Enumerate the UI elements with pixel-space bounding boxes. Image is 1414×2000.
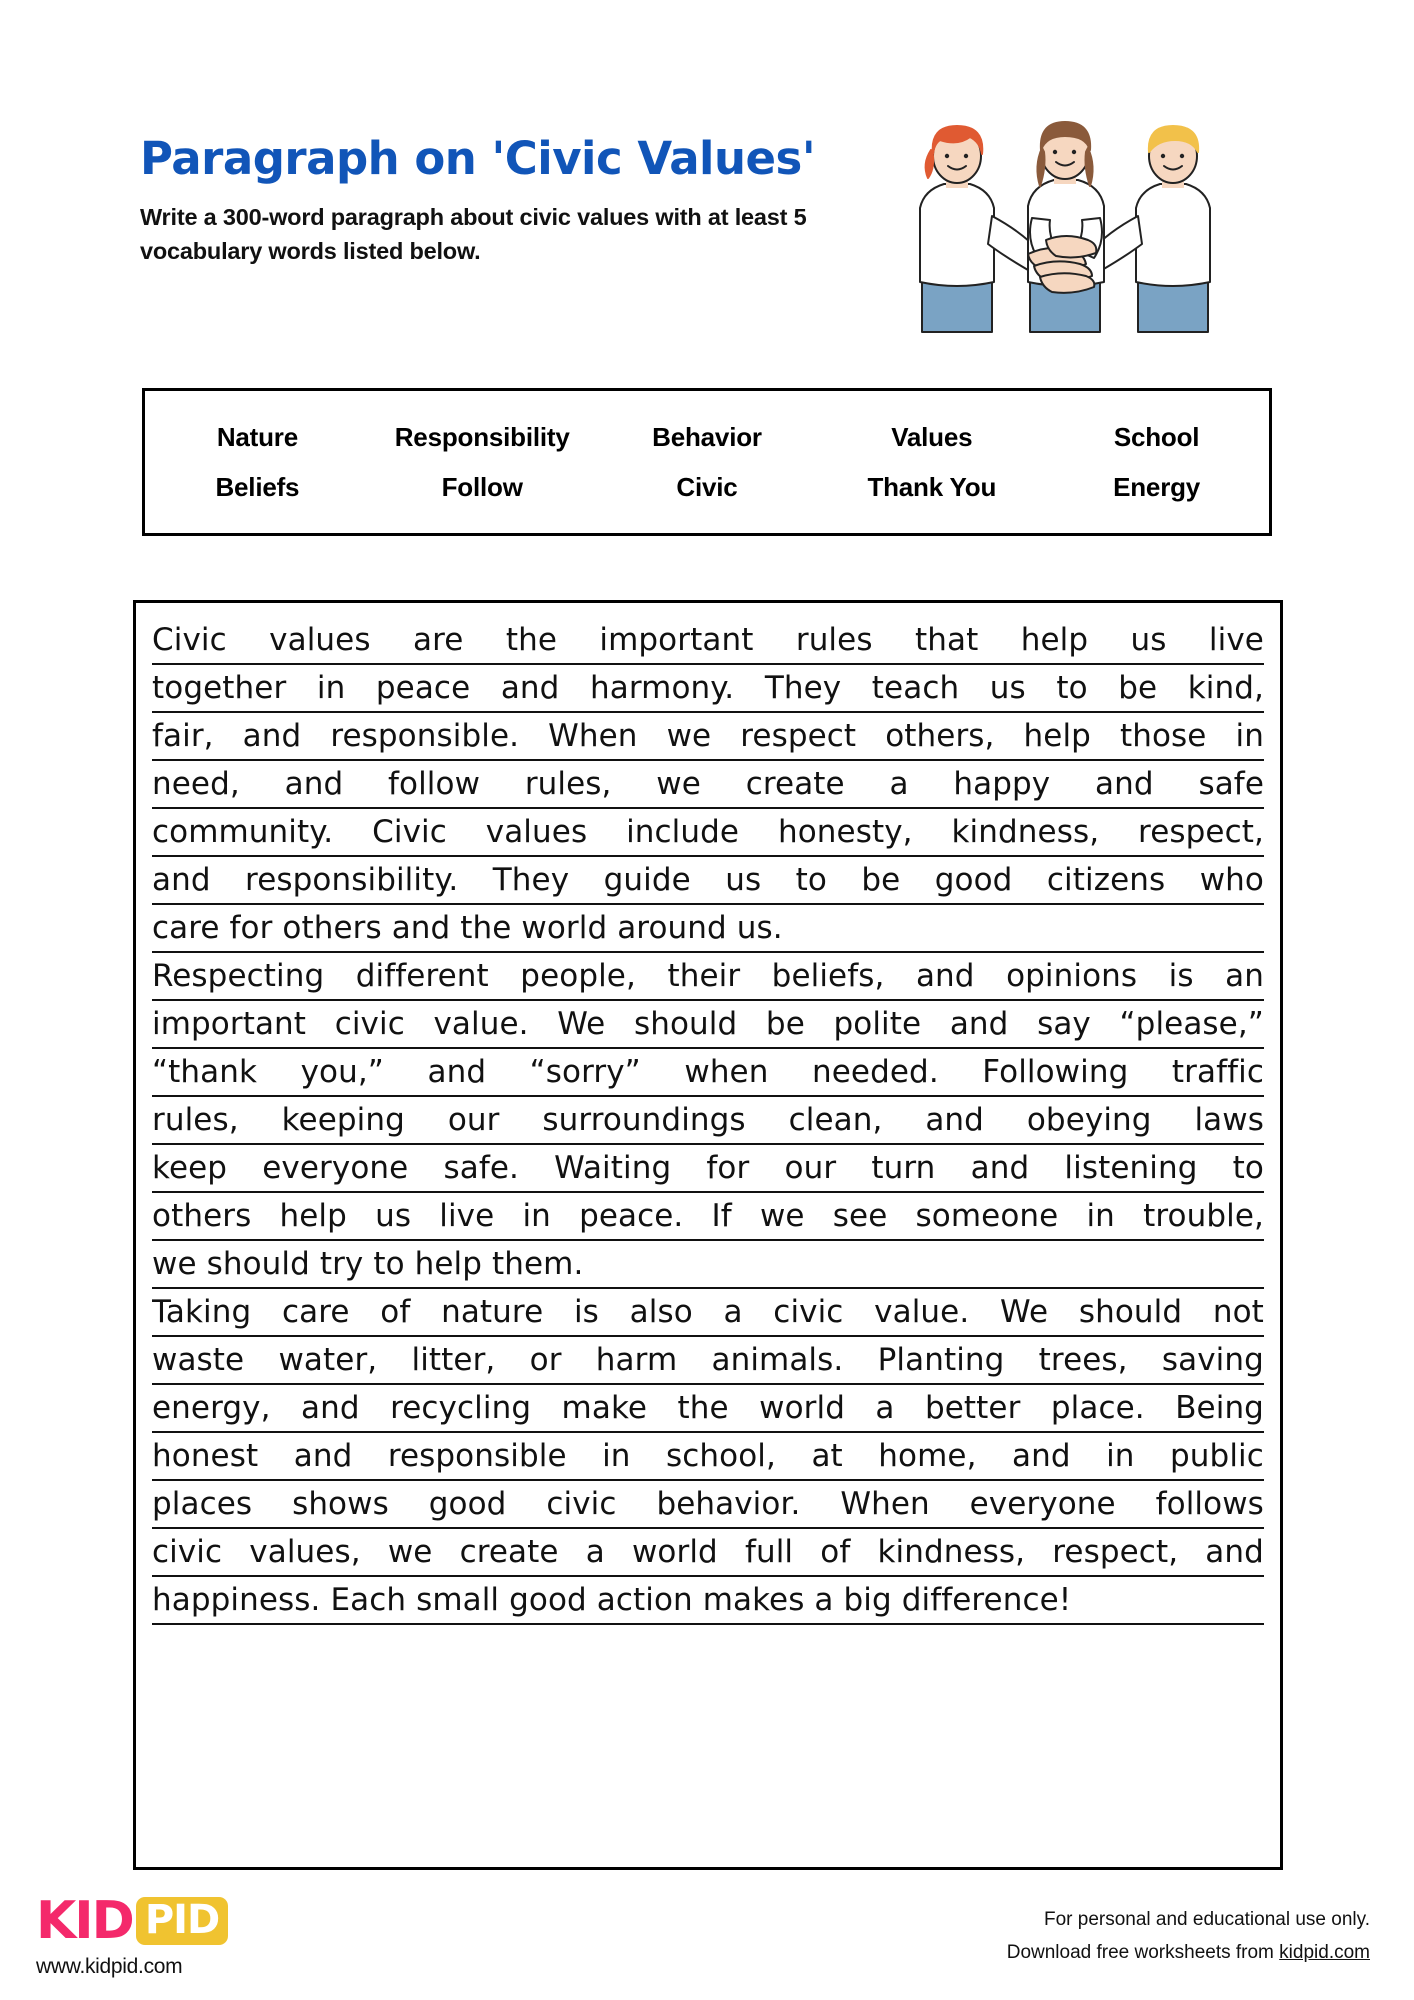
footer-credits bbox=[1007, 1903, 1370, 1970]
vocab-word: Behavior bbox=[652, 421, 762, 452]
answer-line: energy, and recycling make the world a better place. Being bbox=[152, 1385, 1264, 1433]
vocab-word: School bbox=[1113, 421, 1200, 452]
answer-line: others help us live in peace. If we see someone in trouble, bbox=[152, 1193, 1264, 1241]
answer-writing-area[interactable] bbox=[133, 600, 1283, 1870]
answer-line: keep everyone safe. Waiting for our turn and listening to bbox=[152, 1145, 1264, 1193]
answer-paragraph-2 bbox=[152, 953, 1264, 1289]
instructions-text: Write a 300-word paragraph about civic values with at least 5 vocabulary words listed below. bbox=[140, 204, 807, 265]
vocab-word: Civic bbox=[676, 471, 738, 502]
logo-pid-badge: PID bbox=[136, 1897, 228, 1945]
student-right bbox=[1090, 126, 1210, 332]
credit-line-download bbox=[1007, 1936, 1370, 1969]
vocab-word: Follow bbox=[441, 471, 523, 502]
answer-line: need, and follow rules, we create a happy and safe bbox=[152, 761, 1264, 809]
page-title: Paragraph on 'Civic Values' bbox=[140, 132, 816, 185]
vocab-row bbox=[145, 412, 1269, 462]
answer-line: important civic value. We should be polite and say “please,” bbox=[152, 1001, 1264, 1049]
answer-line: fair, and responsible. When we respect others, help those in bbox=[152, 713, 1264, 761]
student-middle bbox=[1028, 122, 1104, 332]
answer-line: honest and responsible in school, at home, and in public bbox=[152, 1433, 1264, 1481]
vocab-word: Beliefs bbox=[215, 471, 300, 502]
answer-line: places shows good civic behavior. When everyone follows bbox=[152, 1481, 1264, 1529]
vocab-word: Energy bbox=[1113, 471, 1201, 502]
logo-row bbox=[36, 1891, 228, 1951]
vocab-word: Nature bbox=[216, 421, 298, 452]
students-illustration bbox=[900, 120, 1230, 340]
answer-paragraph-3 bbox=[152, 1289, 1264, 1625]
kidpid-link[interactable]: kidpid.com bbox=[1279, 1942, 1370, 1964]
vocabulary-word-bank bbox=[142, 388, 1272, 536]
vocab-row bbox=[145, 462, 1269, 512]
logo-kid-text: KID bbox=[36, 1891, 133, 1951]
answer-line: happiness. Each small good action makes a big difference! bbox=[152, 1577, 1264, 1625]
answer-line: Taking care of nature is also a civic value. We should not bbox=[152, 1289, 1264, 1337]
answer-line: “thank you,” and “sorry” when needed. Following traffic bbox=[152, 1049, 1264, 1097]
answer-line: together in peace and harmony. They teach us to be kind, bbox=[152, 665, 1264, 713]
answer-line: and responsibility. They guide us to be good citizens who bbox=[152, 857, 1264, 905]
answer-line: care for others and the world around us. bbox=[152, 905, 1264, 953]
answer-line: community. Civic values include honesty, kindness, respect, bbox=[152, 809, 1264, 857]
credit-download-prefix: Download free worksheets from bbox=[1006, 1942, 1280, 1964]
answer-line: civic values, we create a world full of kindness, respect, and bbox=[152, 1529, 1264, 1577]
student-left bbox=[920, 126, 1040, 332]
vocab-word: Thank You bbox=[867, 471, 997, 502]
answer-line: we should try to help them. bbox=[152, 1241, 1264, 1289]
answer-line: Respecting different people, their beliefs, and opinions is an bbox=[152, 953, 1264, 1001]
answer-line: rules, keeping our surroundings clean, and obeying laws bbox=[152, 1097, 1264, 1145]
kidpid-logo[interactable] bbox=[36, 1891, 228, 1979]
vocab-word: Values bbox=[891, 421, 973, 452]
credit-line-usage: For personal and educational use only. bbox=[1043, 1909, 1370, 1930]
answer-line: Civic values are the important rules that help us live bbox=[152, 617, 1264, 665]
answer-line: waste water, litter, or harm animals. Planting trees, saving bbox=[152, 1337, 1264, 1385]
answer-paragraph-1 bbox=[152, 617, 1264, 953]
worksheet-footer bbox=[0, 1891, 1414, 2000]
vocab-word: Responsibility bbox=[394, 421, 570, 452]
logo-website-url: www.kidpid.com bbox=[36, 1955, 183, 1978]
